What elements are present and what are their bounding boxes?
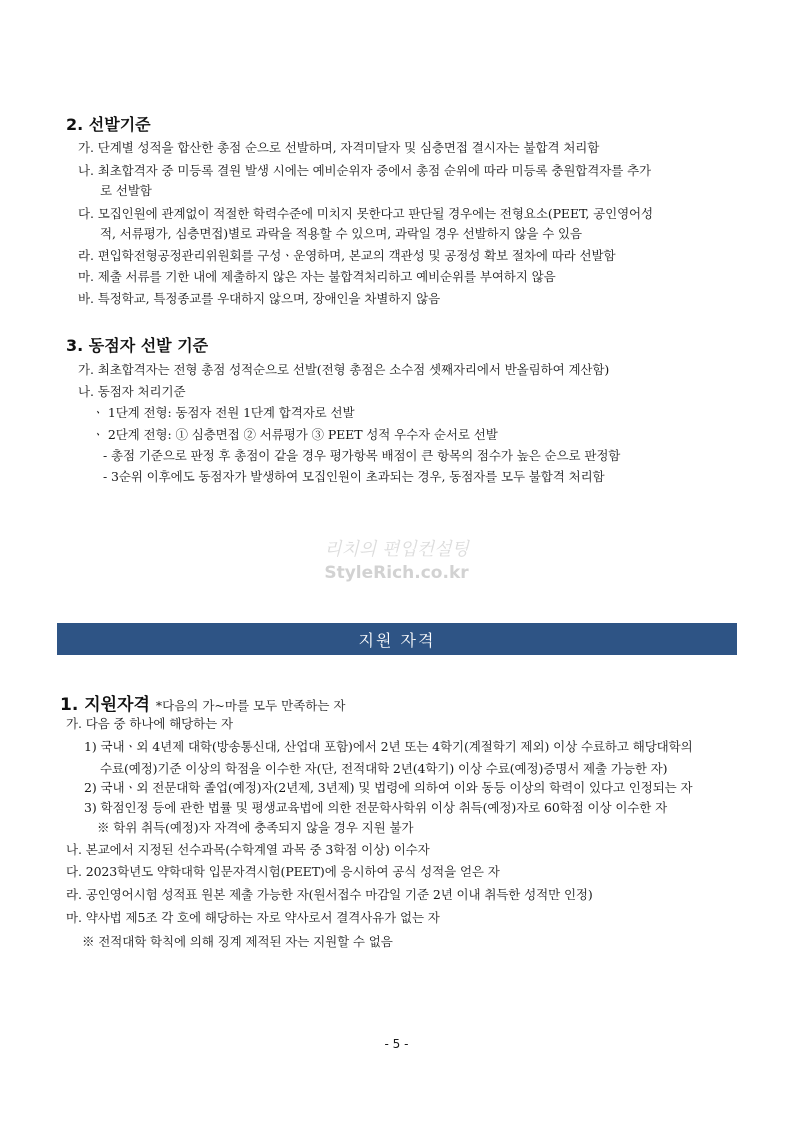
list-item: 1) 국내ㆍ외 4년제 대학(방송통신대, 산업대 포함)에서 2년 또는 4학기(계절학기 제외) 이상 수료하고 해당대학의 <box>84 739 693 754</box>
section-heading-tie-rules: 3. 동점자 선발 기준 <box>66 336 209 355</box>
list-item-continuation: 적, 서류평가, 심층면접)별로 과락을 적용할 수 있으며, 과락일 경우 선발하지 않을 수 있음 <box>100 226 583 241</box>
list-item: 가. 최초합격자는 전형 총점 성적순으로 선발(전형 총점은 소수점 셋째자리에서 반올림하여 계산함) <box>78 362 610 377</box>
eligibility-note: *다음의 가~마를 모두 만족하는 자 <box>155 698 346 713</box>
list-item: 2) 국내ㆍ외 전문대학 졸업(예정)자(2년제, 3년제) 및 법령에 의하여 이와 동등 이상의 학력이 있다고 인정되는 자 <box>84 780 693 795</box>
list-item: 다. 2023학년도 약학대학 입문자격시험(PEET)에 응시하여 공식 성적을 얻은 자 <box>66 864 500 879</box>
list-item: - 3순위 이후에도 동점자가 발생하여 모집인원이 초과되는 경우, 동점자를 모두 불합격 처리함 <box>103 469 605 484</box>
list-item: 마. 약사법 제5조 각 호에 해당하는 자로 약사로서 결격사유가 없는 자 <box>66 910 440 925</box>
section-heading-selection-criteria: 2. 선발기준 <box>66 115 151 134</box>
list-item: 마. 제출 서류를 기한 내에 제출하지 않은 자는 불합격처리하고 예비순위를 부여하지 않음 <box>78 269 556 284</box>
list-item: 라. 편입학전형공정관리위원회를 구성ㆍ운영하며, 본교의 객관성 및 공정성 확보 절차에 따라 선발함 <box>78 248 616 263</box>
watermark-text: 리치의 편입컨설팅 <box>324 539 469 560</box>
list-item-note: ※ 학위 취득(예정)자 자격에 충족되지 않을 경우 지원 불가 <box>97 820 414 835</box>
banner-title: 지원 자격 <box>358 630 436 650</box>
watermark-url: StyleRich.co.kr <box>324 563 469 583</box>
list-item: 가. 다음 중 하나에 해당하는 자 <box>66 716 233 731</box>
section-heading-eligibility <box>60 690 346 715</box>
list-item-note: ※ 전적대학 학칙에 의해 징계 제적된 자는 지원할 수 없음 <box>82 934 393 949</box>
eligibility-heading: 1. 지원자격 <box>60 695 150 715</box>
list-item: 나. 본교에서 지정된 선수과목(수학계열 과목 중 3학점 이상) 이수자 <box>66 842 430 857</box>
page-number: - 5 - <box>384 1037 409 1051</box>
list-item: - 총점 기준으로 판정 후 총점이 같을 경우 평가항목 배점이 큰 항목의 점수가 높은 순으로 판정함 <box>103 448 621 463</box>
list-item-continuation: 수료(예정)기준 이상의 학점을 이수한 자(단, 전적대학 2년(4학기) 이상 수료(예정)증명서 제출 가능한 자) <box>100 761 668 776</box>
list-item: 나. 최초합격자 중 미등록 결원 발생 시에는 예비순위자 중에서 총점 순위에 따라 미등록 충원합격자를 추가 <box>78 163 652 178</box>
list-item: 다. 모집인원에 관계없이 적절한 학력수준에 미치지 못한다고 판단될 경우에는 전형요소(PEET, 공인영어성 <box>78 206 653 221</box>
list-item: ㆍ 2단계 전형: ① 심층면접 ② 서류평가 ③ PEET 성적 우수자 순서로 선발 <box>92 427 498 442</box>
list-item: 가. 단계별 성적을 합산한 총점 순으로 선발하며, 자격미달자 및 심층면접 결시자는 불합격 처리함 <box>78 140 600 155</box>
list-item-continuation: 로 선발함 <box>100 183 152 198</box>
list-item: 나. 동점자 처리기준 <box>78 384 186 399</box>
list-item: 바. 특정학교, 특정종교를 우대하지 않으며, 장애인을 차별하지 않음 <box>78 291 441 306</box>
list-item: ㆍ 1단계 전형: 동점자 전원 1단계 합격자로 선발 <box>92 405 355 420</box>
list-item: 3) 학점인정 등에 관한 법률 및 평생교육법에 의한 전문학사학위 이상 취득(예정)자로 60학점 이상 이수한 자 <box>84 800 668 815</box>
list-item: 라. 공인영어시험 성적표 원본 제출 가능한 자(원서접수 마감일 기준 2년 이내 취득한 성적만 인정) <box>66 887 593 902</box>
section-banner <box>57 623 737 655</box>
